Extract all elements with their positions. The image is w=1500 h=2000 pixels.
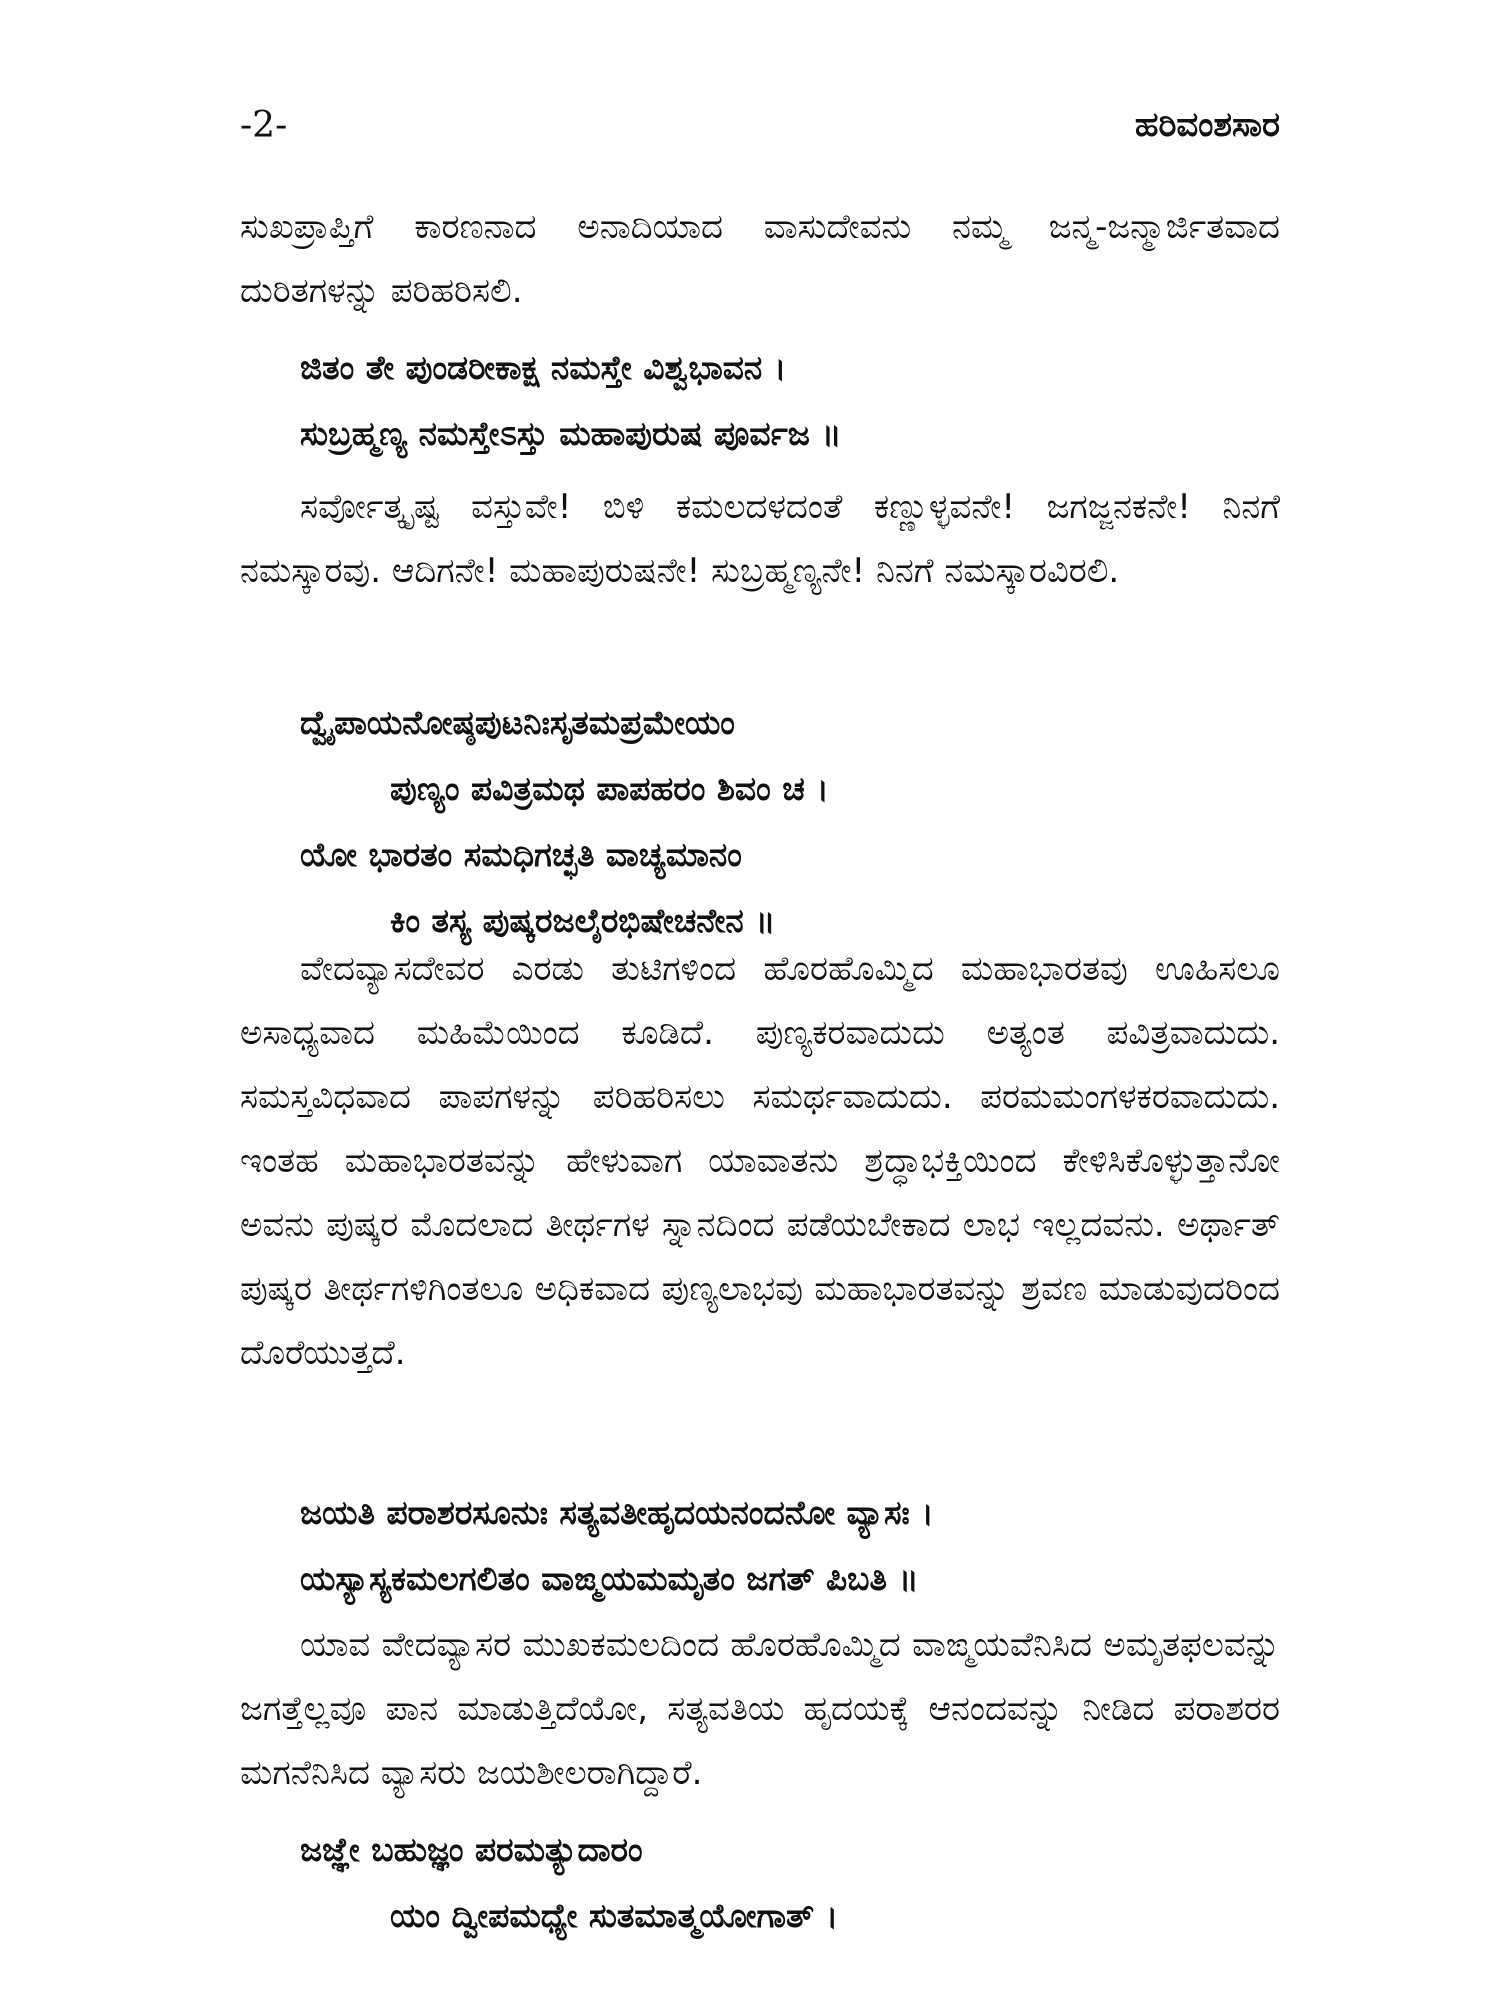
- verse-line: ಪುಣ್ಯಂ ಪವಿತ್ರಮಥ ಪಾಪಹರಂ ಶಿವಂ ಚ ।: [390, 769, 829, 808]
- verse-line: ಸುಬ್ರಹ್ಮಣ್ಯ ನಮಸ್ತೇಽಸ್ತು ಮಹಾಪುರುಷ ಪೂರ್ವಜ ॥: [300, 414, 842, 453]
- verse-line: ಜಯತಿ ಪರಾಶರಸೂನುಃ ಸತ್ಯವತೀಹೃದಯನಂದನೋ ವ್ಯಾಸಃ ।: [300, 1493, 934, 1532]
- prose-paragraph-2: ಸರ್ವೋತ್ಕೃಷ್ಟ ವಸ್ತುವೇ! ಬಿಳಿ ಕಮಲದಳದಂತೆ ಕಣ್ಣುಳ್ಳವನೇ! ಜಗಜ್ಜನಕನೇ! ನಿನಗೆ ನಮಸ್ಕಾರವು. ಆದಿಗನೇ! ಮಹಾಪುರುಷನೇ! ಸುಬ್ರಹ್ಮಣ್ಯನೇ! ನಿನಗೆ ನಮಸ್ಕಾರವಿರಲಿ.: [240, 487, 1280, 591]
- verse-line: ಯಂ ದ್ವೀಪಮಧ್ಯೇ ಸುತಮಾತ್ಮಯೋಗಾತ್ ।: [390, 1896, 839, 1935]
- verse-2: [300, 690, 829, 954]
- prose-paragraph-3: ವೇದವ್ಯಾಸದೇವರ ಎರಡು ತುಟಿಗಳಿಂದ ಹೊರಹೊಮ್ಮಿದ ಮಹಾಭಾರತವು ಊಹಿಸಲೂ ಅಸಾಧ್ಯವಾದ ಮಹಿಮೆಯಿಂದ ಕೂಡಿದೆ. ಪುಣ್ಯಕರವಾದುದು ಅತ್ಯಂತ ಪವಿತ್ರವಾದುದು. ಸಮಸ್ತವಿಧವಾದ ಪಾಪಗಳನ್ನು ಪರಿಹರಿಸಲು ಸಮರ್ಥವಾದುದು. ಪರಮಮಂಗಳಕರವಾದುದು. ಇಂತಹ ಮಹಾಭಾರತವನ್ನು ಹೇಳುವಾಗ ಯಾವಾತನು ಶ್ರದ್ಧಾಭಕ್ತಿಯಿಂದ ಕೇಳಿಸಿಕೊಳ್ಳುತ್ತಾನೋ ಅವನು ಪುಷ್ಕರ ಮೊದಲಾದ ತೀರ್ಥಗಳ ಸ್ನಾನದಿಂದ ಪಡೆಯಬೇಕಾದ ಲಾಭ ಇಲ್ಲದವನು. ಅರ್ಥಾತ್ ಪುಷ್ಕರ ತೀರ್ಥಗಳಿಗಿಂತಲೂ ಅಧಿಕವಾದ ಪುಣ್ಯಲಾಭವು ಮಹಾಭಾರತವನ್ನು ಶ್ರವಣ ಮಾಡುವುದರಿಂದ ದೊರೆಯುತ್ತದೆ.: [240, 949, 1280, 1373]
- verse-line: ಯಸ್ಯಾಸ್ಯಕಮಲಗಲಿತಂ ವಾಙ್ಮಯಮಮೃತಂ ಜಗತ್ ಪಿಬತಿ ॥: [300, 1559, 919, 1598]
- book-page: [240, 105, 1280, 1935]
- page-number: -2-: [240, 105, 288, 146]
- verse-line: ಜಿತಂ ತೇ ಪುಂಡರೀಕಾಕ್ಷ ನಮಸ್ತೇ ವಿಶ್ವಭಾವನ ।: [300, 348, 787, 387]
- verse-3: [300, 1480, 934, 1612]
- page-header: [240, 105, 1280, 165]
- verse-1: [300, 335, 841, 467]
- prose-paragraph-4: ಯಾವ ವೇದವ್ಯಾಸರ ಮುಖಕಮಲದಿಂದ ಹೊರಹೊಮ್ಮಿದ ವಾಙ್ಮಯವೆನಿಸಿದ ಅಮೃತಫಲವನ್ನು ಜಗತ್ತೆಲ್ಲವೂ ಪಾನ ಮಾಡುತ್ತಿದೆಯೋ, ಸತ್ಯವತಿಯ ಹೃದಯಕ್ಕೆ ಆನಂದವನ್ನು ನೀಡಿದ ಪರಾಶರರ ಮಗನೆನಿಸಿದ ವ್ಯಾಸರು ಜಯಶೀಲರಾಗಿದ್ದಾರೆ.: [240, 1625, 1280, 1793]
- prose-paragraph-1: ಸುಖಪ್ರಾಪ್ತಿಗೆ ಕಾರಣನಾದ ಅನಾದಿಯಾದ ವಾಸುದೇವನು ನಮ್ಮ ಜನ್ಮ-ಜನ್ಮಾರ್ಜಿತವಾದ ದುರಿತಗಳನ್ನು ಪರಿಹರಿಸಲಿ.: [240, 207, 1280, 311]
- verse-line: ಯೋ ಭಾರತಂ ಸಮಧಿಗಚ್ಛತಿ ವಾಚ್ಯಮಾನಂ: [300, 835, 742, 874]
- verse-line: ಕಿಂ ತಸ್ಯ ಪುಷ್ಕರಜಲೈರಭಿಷೇಚನೇನ ॥: [390, 901, 776, 940]
- verse-line: ದ್ವೈಪಾಯನೋಷ್ಠಪುಟನಿಃಸೃತಮಪ್ರಮೇಯಂ: [300, 703, 735, 742]
- verse-4: [300, 1817, 838, 1949]
- running-title: ಹರಿವಂಶಸಾರ: [1134, 105, 1280, 145]
- verse-line: ಜಜ್ಞೇ ಬಹುಜ್ಞಂ ಪರಮತ್ಯುದಾರಂ: [300, 1830, 643, 1869]
